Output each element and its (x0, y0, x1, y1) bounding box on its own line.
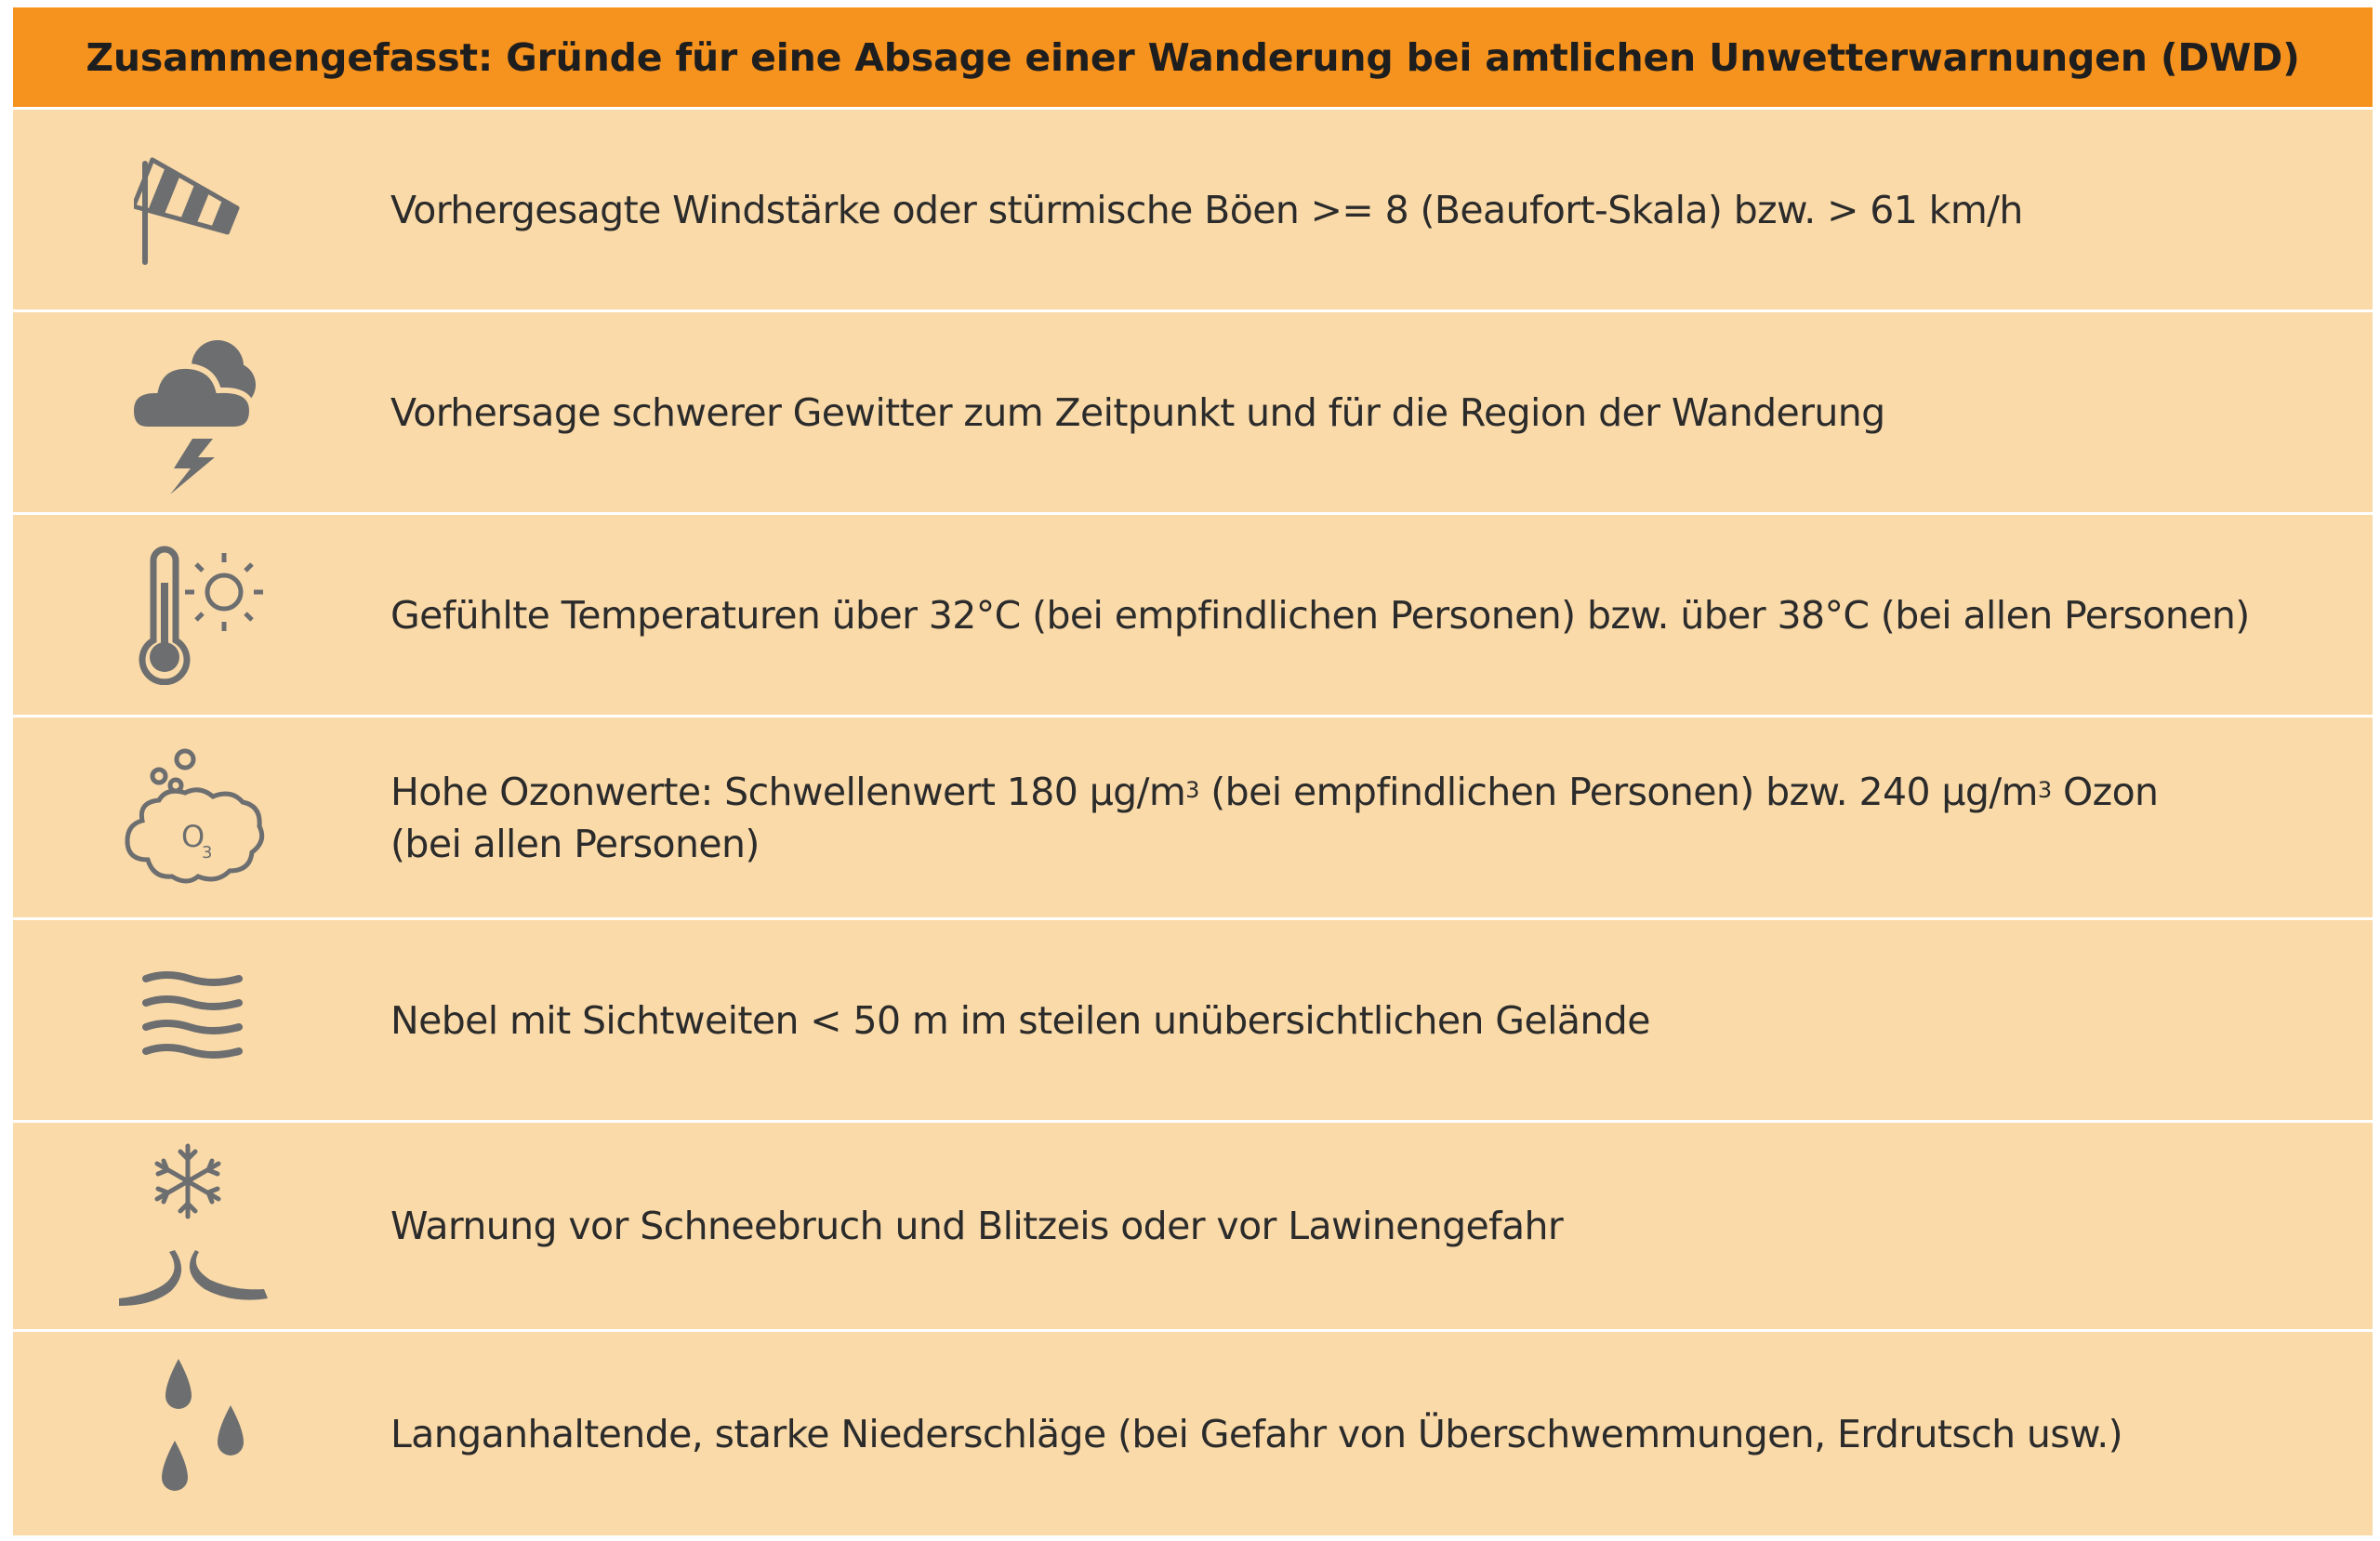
thunderstorm-icon (13, 312, 376, 512)
table-header (13, 7, 2373, 107)
row-text: Langanhaltende, starke Niederschläge (bei Gefahr von Überschwemmungen, Erdrutsch usw.) (390, 1411, 2123, 1456)
warning-table (13, 7, 2373, 1535)
row-text: Gefühlte Temperaturen über 32°C (bei empfindlichen Personen) bzw. über 38°C (bei allen Personen) (390, 592, 2250, 638)
heat-thermometer-icon (13, 515, 376, 715)
table-row (13, 917, 2373, 1120)
row-text: Vorhersage schwerer Gewitter zum Zeitpunkt und für die Region der Wanderung (390, 389, 1885, 435)
table-row (13, 512, 2373, 715)
table-row (13, 310, 2373, 512)
ozone-label: O (181, 818, 205, 854)
row-text: Hohe Ozonwerte: Schwellenwert 180 $\mu g/m^3$ (bei empfindlichen Personen) bzw. 240 $\mu g/m^3$ Ozon (bei allen Personen) (390, 769, 2159, 866)
table-row (13, 715, 2373, 917)
row-text: Warnung vor Schneebruch und Blitzeis oder vor Lawinengefahr (390, 1204, 1564, 1248)
page-title: Zusammengefasst: Gründe für eine Absage einer Wanderung bei amtlichen Unwetterwarnungen (DWD) (86, 34, 2300, 80)
rain-drops-icon (13, 1332, 376, 1535)
row-text: Nebel mit Sichtweiten < 50 m im steilen unübersichtlichen Gelände (390, 997, 1650, 1043)
fog-icon (13, 920, 376, 1120)
windsock-icon (13, 110, 376, 310)
ozone-cloud-icon (13, 718, 376, 917)
svg-text:3: 3 (202, 842, 213, 863)
row-text: Vorhergesagte Windstärke oder stürmische Böen >= 8 (Beaufort-Skala) bzw. > 61 km/h (390, 187, 2023, 232)
table-row (13, 1329, 2373, 1535)
snow-road-icon (13, 1123, 376, 1329)
table-row (13, 1120, 2373, 1329)
table-row (13, 107, 2373, 310)
